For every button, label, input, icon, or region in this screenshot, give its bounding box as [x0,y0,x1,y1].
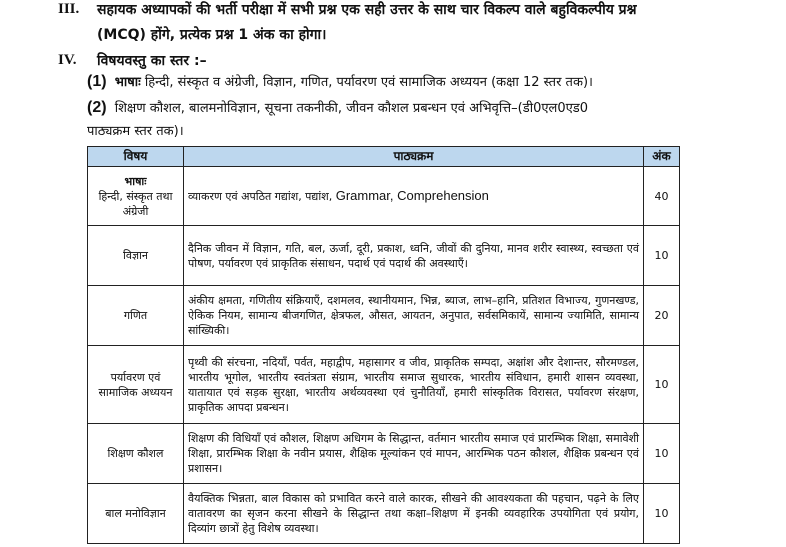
marks-cell: 10 [644,226,680,286]
syllabus-cell: दैनिक जीवन में विज्ञान, गति, बल, ऊर्जा, दूरी, प्रकाश, ध्वनि, जीवों की दुनिया, मानव शरीर स्वास्थ्य, स्वच्छता एवं पोषण, पर्यावरण एवं प्राकृतिक संसाधन, पदार्थ एवं पदार्थ की अवस्थाएँ। [184,226,644,286]
header-syllabus: पाठ्यक्रम [184,147,644,167]
item2-number: (2) [87,99,107,116]
syllabus-cell: वैयक्तिक भिन्नता, बाल विकास को प्रभावित करने वाले कारक, सीखने की आवश्यकता की पहचान, पढ़ने के लिए वातावरण का सृजन करना सीखने के सिद्धान्त तथा कक्षा–शिक्षण में इनकी व्यवहारिक उपयोगिता एवं प्रयोग, दिव्यांग छात्रों हेतु विशेष व्यवस्था। [184,484,644,544]
table-row [88,226,680,286]
item2-line2: पाठ्यक्रम स्तर तक)। [87,124,184,139]
table-row [88,424,680,484]
table-row [88,484,680,544]
marks-cell: 10 [644,346,680,424]
point3-numeral: III. [58,1,80,17]
subject-text: हिन्दी, संस्कृत तथा अंग्रेजी [98,189,173,218]
syllabus-cell: शिक्षण की विधियाँ एवं कौशल, शिक्षण अधिगम के सिद्धान्त, वर्तमान भारतीय समाज एवं प्रारम्भिक शिक्षा, समावेशी शिक्षा, प्रारम्भिक शिक्षा के नवीन प्रयास, शैक्षिक मूल्यांकन एवं मापन, आरम्भिक पठन कौशल, शैक्षिक प्रबन्धन एवं प्रशासन। [184,424,644,484]
item2-line1: शिक्षण कौशल, बालमनोविज्ञान, सूचना तकनीकी, जीवन कौशल प्रबन्धन एवं अभिवृत्ति–(डी0एल0एड0 [114,101,589,116]
syllabus-table [87,146,680,544]
table-row [88,346,680,424]
table-row [88,286,680,346]
item1-text: हिन्दी, संस्कृत व अंग्रेजी, विज्ञान, गणित, पर्यावरण एवं सामाजिक अध्ययन (कक्षा 12 स्तर तक)। [144,75,593,90]
point4-numeral: IV. [58,52,77,68]
point4-item1 [87,72,593,91]
point3-line2: (MCQ) होंगे, प्रत्येक प्रश्न 1 अंक का होगा। [97,27,327,43]
marks-cell: 10 [644,484,680,544]
header-marks: अंक [644,147,680,167]
table-header-row [88,147,680,167]
subject-cell: विज्ञान [88,226,184,286]
marks-cell: 40 [644,167,680,226]
marks-cell: 20 [644,286,680,346]
subject-cell [88,167,184,226]
subject-cell: शिक्षण कौशल [88,424,184,484]
subject-title: भाषाः [124,174,147,188]
syllabus-cell [184,167,644,226]
syllabus-cell: अंकीय क्षमता, गणितीय संक्रियाएँ, दशमलव, स्थानीयमान, भिन्न, ब्याज, लाभ–हानि, प्रतिशत विभाज्य, गुणनखण्ड, ऐकिक नियम, सामान्य बीजगणित, क्षेत्रफल, औसत, आयतन, अनुपात, सर्वसमिकायें, सामान्य ज्यामिति, सामान्य सांख्यिकी। [184,286,644,346]
marks-cell: 10 [644,424,680,484]
point3-line1: सहायक अध्यापकों की भर्ती परीक्षा में सभी प्रश्न एक सही उत्तर के साथ चार विकल्प वाले बहुविकल्पीय प्रश्न [97,2,637,18]
point4-heading: विषयवस्तु का स्तर :– [97,53,207,69]
subject-cell: पर्यावरण एवं सामाजिक अध्ययन [88,346,184,424]
syllabus-cell: पृथ्वी की संरचना, नदियाँ, पर्वत, महाद्वीप, महासागर व जीव, प्राकृतिक सम्पदा, अक्षांश और देशान्तर, सौरमण्डल, भारतीय भूगोल, भारतीय स्वतंत्रता संग्राम, भारतीय समाज सुधारक, भारतीय संविधान, हमारी शासन व्यवस्था, यातायात एवं सड़क सुरक्षा, भारतीय अर्थव्यवस्था एवं चुनौतियाँ, हमारी सांस्कृतिक विरासत, पर्यावरण संरक्षण, प्राकृतिक आपदा प्रबन्धन। [184,346,644,424]
syllabus-text-hindi: व्याकरण एवं अपठित गद्यांश, पद्यांश, [188,190,333,203]
item1-number: (1) [87,73,107,90]
subject-cell: गणित [88,286,184,346]
table-row [88,167,680,226]
syllabus-text-english: Grammar, Comprehension [335,188,489,203]
subject-cell: बाल मनोविज्ञान [88,484,184,544]
point4-item2 [87,98,588,117]
item1-label: भाषाः [114,75,141,90]
header-subject: विषय [88,147,184,167]
